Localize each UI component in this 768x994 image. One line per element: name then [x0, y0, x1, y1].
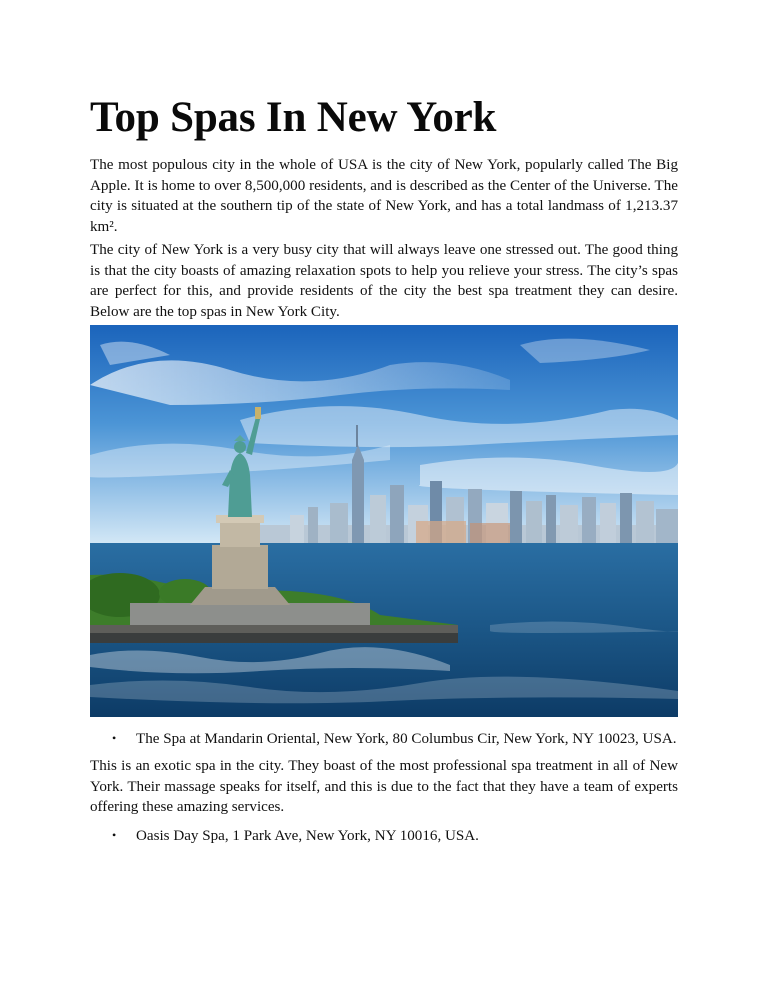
intro-paragraph: The most populous city in the whole of USA is the city of New York, popularly called The Big Apple. It is home to over 8,500,000 residents, and is described as the Center of the Universe. The city is situated at the southern tip of the state of New York, and has a total landmass of 1,213.37 km². [90, 157, 678, 235]
body-paragraph: The city of New York is a very busy city that will always leave one stressed out. The good thing is that the city boasts of amazing relaxation spots to help you relieve your stress. The city’s spas are perfect for this, and provide residents of the city the best spa treatment they can desire. Below are the top spas in New York City. [90, 242, 678, 320]
page-title: Top Spas In New York [90, 94, 497, 141]
bullet-item-mandarin-oriental [112, 728, 677, 749]
bullet-item-oasis-day-spa [112, 825, 479, 846]
bullet-icon: • [112, 828, 117, 842]
bullet-text: Oasis Day Spa, 1 Park Ave, New York, NY 10016, USA. [136, 828, 479, 844]
bullet-text: The Spa at Mandarin Oriental, New York, 80 Columbus Cir, New York, NY 10023, USA. [136, 731, 677, 747]
spa-description-paragraph: This is an exotic spa in the city. They boast of the most professional spa treatment in all of New York. Their massage speaks for itself, and this is due to the fact that they have a team of experts offering these amazing services. [90, 758, 678, 816]
photo-illustration [90, 325, 678, 717]
bullet-icon: • [112, 731, 117, 745]
statue-of-liberty-photo [90, 325, 678, 717]
